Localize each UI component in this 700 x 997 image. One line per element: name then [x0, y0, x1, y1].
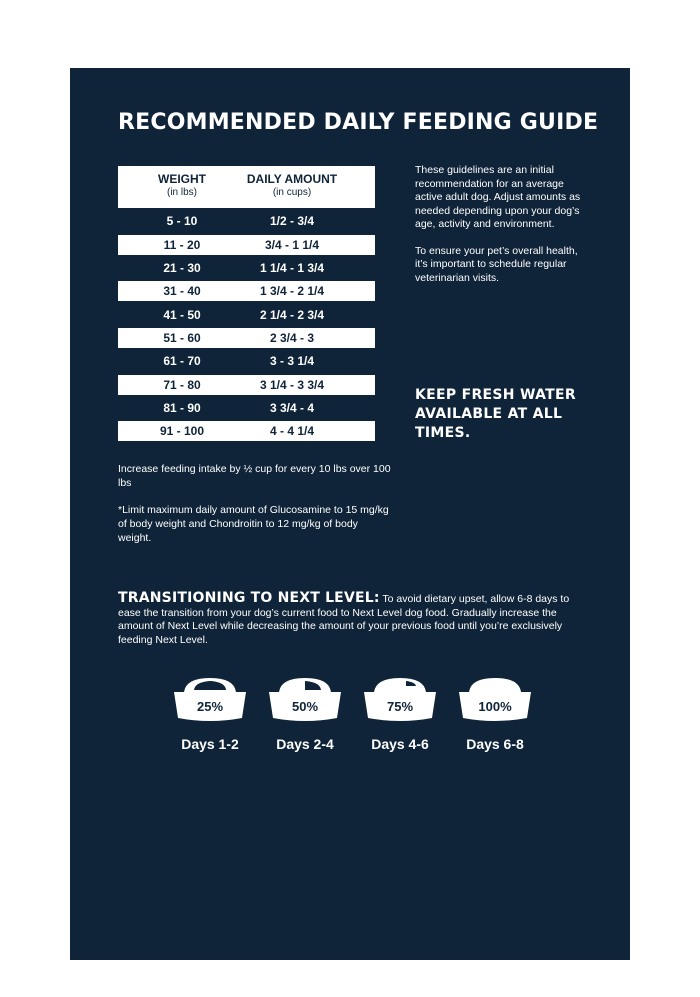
weight-cell: 61 - 70	[163, 354, 201, 369]
water-note: KEEP FRESH WATER AVAILABLE AT ALL TIMES.	[415, 387, 576, 441]
feeding-table	[118, 166, 375, 441]
amount-cell: 1 3/4 - 2 1/4	[259, 284, 325, 299]
dog-bowl-icon	[172, 672, 248, 724]
header-amount-label: DAILY AMOUNT	[246, 172, 338, 186]
weight-cell: 5 - 10	[166, 214, 198, 229]
table-row	[118, 211, 375, 231]
amount-cell: 4 - 4 1/4	[269, 424, 315, 439]
header-weight-label: WEIGHT	[158, 172, 206, 186]
transition-step-25	[172, 672, 248, 752]
transition-heading: TRANSITIONING TO NEXT LEVEL:	[118, 590, 380, 606]
percent-label: 25%	[196, 699, 224, 714]
weight-cell: 31 - 40	[163, 284, 201, 299]
transition-step-50	[267, 672, 343, 752]
table-row	[118, 235, 375, 255]
page-title: RECOMMENDED DAILY FEEDING GUIDE	[118, 110, 599, 135]
header-daily-amount	[233, 173, 351, 199]
amount-cell: 3 - 3 1/4	[269, 354, 315, 369]
weight-cell: 81 - 90	[163, 401, 201, 416]
guideline-text	[415, 164, 590, 298]
vet-visit-paragraph: To ensure your pet’s overall health, it’s important to schedule regular veterinarian visits.	[415, 244, 578, 284]
transition-step-75	[362, 672, 438, 752]
transition-text: To avoid dietary upset, allow 6-8 days to ease the transition from your dog’s current food to Next Level dog food. Gradually increase the amount of Next Level while decreasing the amount of your previous food until you’re exclusively feeding Next Level.	[118, 593, 570, 646]
percent-label: 50%	[291, 699, 319, 714]
days-label: Days 4-6	[371, 736, 429, 752]
table-row	[118, 398, 375, 418]
weight-cell: 71 - 80	[163, 377, 201, 392]
days-label: Days 2-4	[276, 736, 334, 752]
header-amount-unit: (in cups)	[272, 187, 312, 198]
percent-label: 100%	[478, 699, 512, 714]
table-header	[118, 166, 375, 208]
table-row	[118, 258, 375, 278]
amount-cell: 3/4 - 1 1/4	[264, 237, 320, 252]
days-label: Days 6-8	[466, 736, 524, 752]
percent-label: 75%	[386, 699, 414, 714]
amount-cell: 2 1/4 - 2 3/4	[259, 307, 325, 322]
amount-cell: 1 1/4 - 1 3/4	[259, 261, 325, 276]
amount-cell: 3 1/4 - 3 3/4	[259, 377, 325, 392]
glucosamine-note: *Limit maximum daily amount of Glucosamine to 15 mg/kg of body weight and Chondroitin to 12 mg/kg of body weight.	[118, 504, 389, 544]
transition-step-100	[457, 672, 533, 752]
header-weight-unit: (in lbs)	[166, 187, 197, 198]
weight-cell: 11 - 20	[163, 237, 201, 252]
dog-bowl-icon	[362, 672, 438, 724]
weight-cell: 51 - 60	[163, 331, 201, 346]
table-row	[118, 421, 375, 441]
feeding-notes	[118, 462, 393, 558]
header-weight	[118, 173, 246, 199]
weight-cell: 91 - 100	[159, 424, 205, 439]
transition-section	[118, 592, 588, 647]
amount-cell: 1/2 - 3/4	[269, 214, 315, 229]
table-row	[118, 375, 375, 395]
amount-cell: 3 3/4 - 4	[269, 401, 315, 416]
dog-bowl-icon	[457, 672, 533, 724]
feeding-guide-panel	[70, 68, 630, 960]
weight-cell: 41 - 50	[163, 307, 201, 322]
guideline-paragraph: These guidelines are an initial recommendation for an average active adult dog. Adjust amounts as needed depending upon your dog’s age, activity and environment.	[415, 164, 581, 230]
table-row	[118, 281, 375, 301]
table-row	[118, 328, 375, 348]
weight-cell: 21 - 30	[163, 261, 201, 276]
dog-bowl-icon	[267, 672, 343, 724]
table-row	[118, 305, 375, 325]
days-label: Days 1-2	[181, 736, 239, 752]
table-row	[118, 351, 375, 371]
over-100-lbs-note: Increase feeding intake by ½ cup for every 10 lbs over 100 lbs	[118, 463, 391, 489]
amount-cell: 2 3/4 - 3	[269, 331, 315, 346]
